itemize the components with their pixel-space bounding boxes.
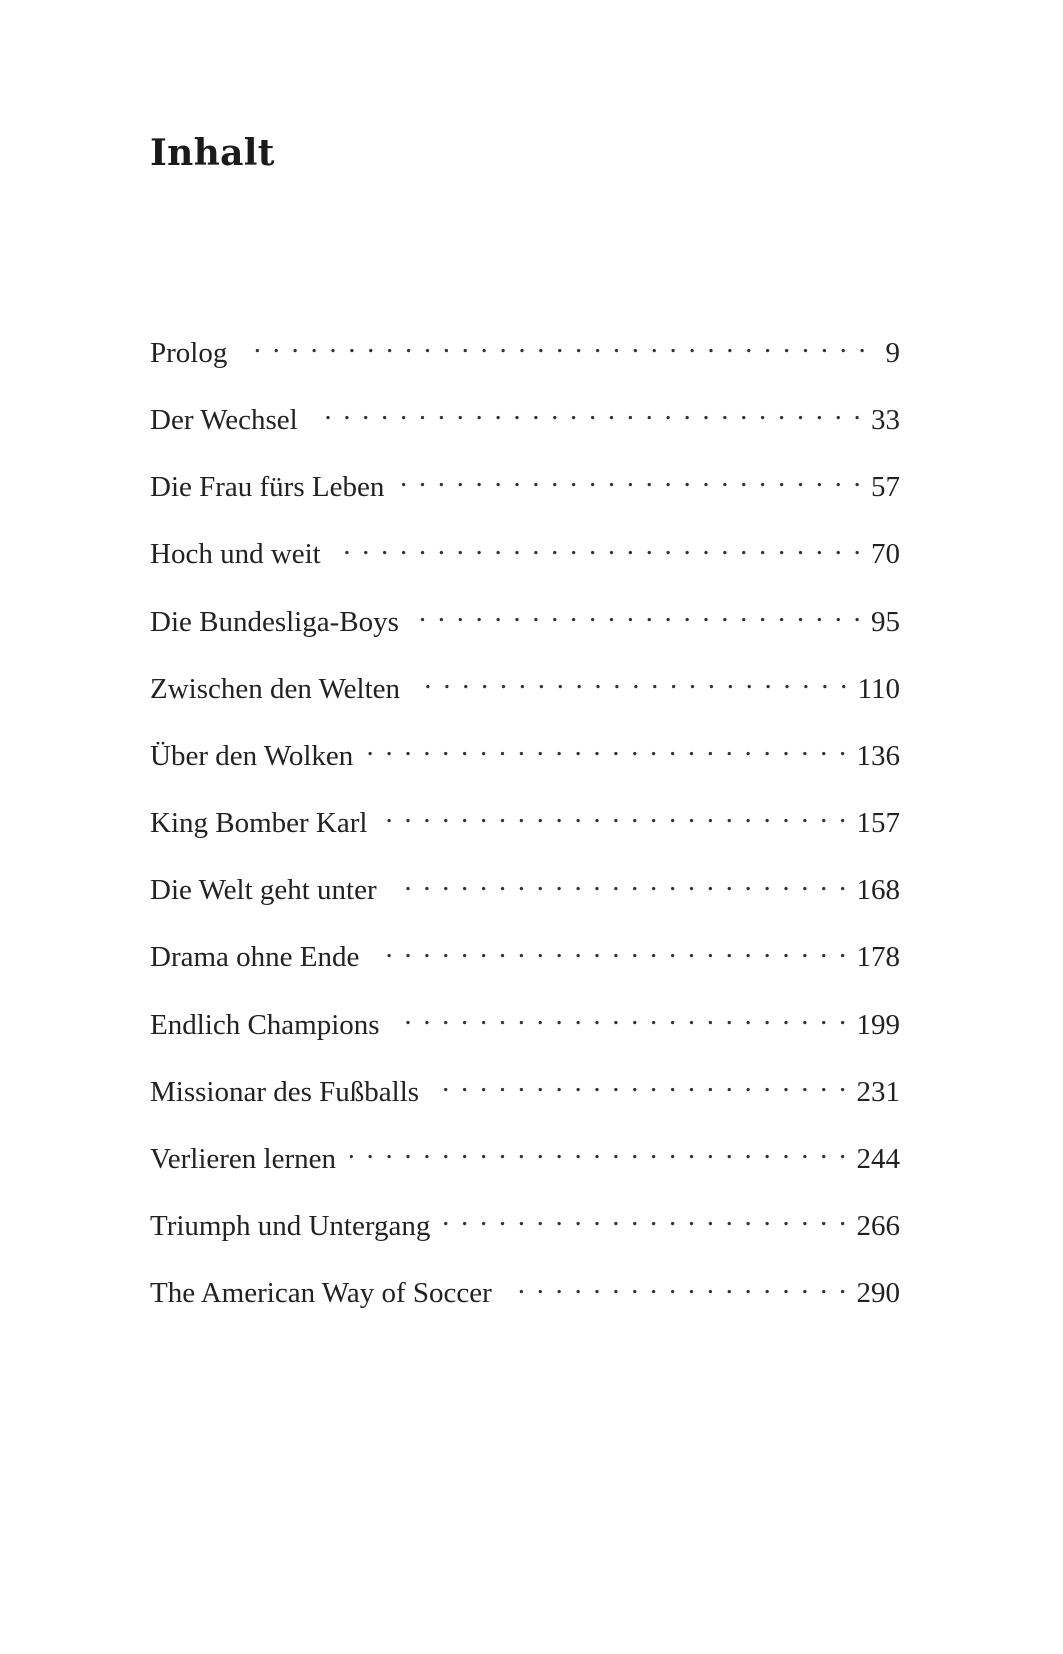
dot-leader — [381, 797, 848, 832]
dot-leader — [413, 596, 863, 631]
toc-entry-title: Über den Wolken — [150, 739, 354, 772]
toc-entry-page: 231 — [856, 1075, 900, 1108]
toc-entry[interactable] — [150, 730, 900, 797]
toc-entry-page: 9 — [885, 336, 900, 369]
toc-entry[interactable] — [150, 394, 900, 461]
toc-entry-page: 110 — [857, 672, 900, 705]
dot-leader — [394, 999, 849, 1034]
dot-leader — [398, 461, 863, 496]
toc-entry[interactable] — [150, 663, 900, 730]
toc-entry-title: Triumph und Untergang — [150, 1210, 431, 1243]
dot-leader — [373, 932, 848, 967]
toc-entry-page: 244 — [856, 1143, 900, 1176]
toc-entry-title: Drama ohne Ende — [150, 941, 360, 974]
toc-entry[interactable] — [150, 865, 900, 932]
toc-entry-title: Der Wechsel — [150, 403, 298, 436]
toc-entry-page: 136 — [856, 739, 900, 772]
dot-leader — [367, 730, 848, 765]
toc-entry[interactable] — [150, 327, 900, 394]
toc-entry-title: Die Welt geht unter — [150, 874, 377, 907]
toc-entry-page: 95 — [871, 605, 900, 638]
toc-entry-title: Endlich Champions — [150, 1008, 380, 1041]
dot-leader — [312, 394, 863, 429]
toc-entry-page: 157 — [856, 807, 900, 840]
toc-entry-title: The American Way of Soccer — [150, 1277, 492, 1310]
page-title: Inhalt — [150, 132, 275, 174]
table-of-contents — [150, 327, 900, 1335]
toc-entry-page: 70 — [871, 538, 900, 571]
toc-entry[interactable] — [150, 1133, 900, 1200]
toc-entry-title: Die Bundesliga-Boys — [150, 605, 399, 638]
toc-entry-title: Hoch und weit — [150, 538, 321, 571]
toc-entry-title: King Bomber Karl — [150, 807, 368, 840]
toc-entry[interactable] — [150, 999, 900, 1066]
toc-entry-title: Verlieren lernen — [150, 1143, 336, 1176]
toc-entry[interactable] — [150, 797, 900, 864]
toc-entry-page: 57 — [871, 471, 900, 504]
dot-leader — [506, 1268, 849, 1303]
dot-leader — [414, 663, 850, 698]
toc-entry[interactable] — [150, 461, 900, 528]
toc-entry-title: Missionar des Fußballs — [150, 1075, 420, 1108]
toc-entry-page: 168 — [856, 874, 900, 907]
toc-entry-page: 266 — [856, 1210, 900, 1243]
dot-leader — [241, 327, 868, 362]
dot-leader — [335, 529, 863, 564]
toc-entry-page: 199 — [856, 1008, 900, 1041]
toc-entry-page: 178 — [856, 941, 900, 974]
toc-entry-page: 33 — [871, 403, 900, 436]
toc-entry[interactable] — [150, 1200, 900, 1267]
toc-entry[interactable] — [150, 529, 900, 596]
toc-entry-title: Zwischen den Welten — [150, 672, 400, 705]
toc-entry[interactable] — [150, 932, 900, 999]
dot-leader — [444, 1200, 848, 1235]
dot-leader — [433, 1066, 848, 1101]
toc-entry-title: Die Frau fürs Leben — [150, 471, 385, 504]
toc-entry-title: Prolog — [150, 336, 228, 369]
toc-entry[interactable] — [150, 1066, 900, 1133]
toc-entry-page: 290 — [856, 1277, 900, 1310]
toc-entry[interactable] — [150, 1268, 900, 1335]
dot-leader — [350, 1133, 849, 1168]
dot-leader — [391, 865, 849, 900]
toc-entry[interactable] — [150, 596, 900, 663]
